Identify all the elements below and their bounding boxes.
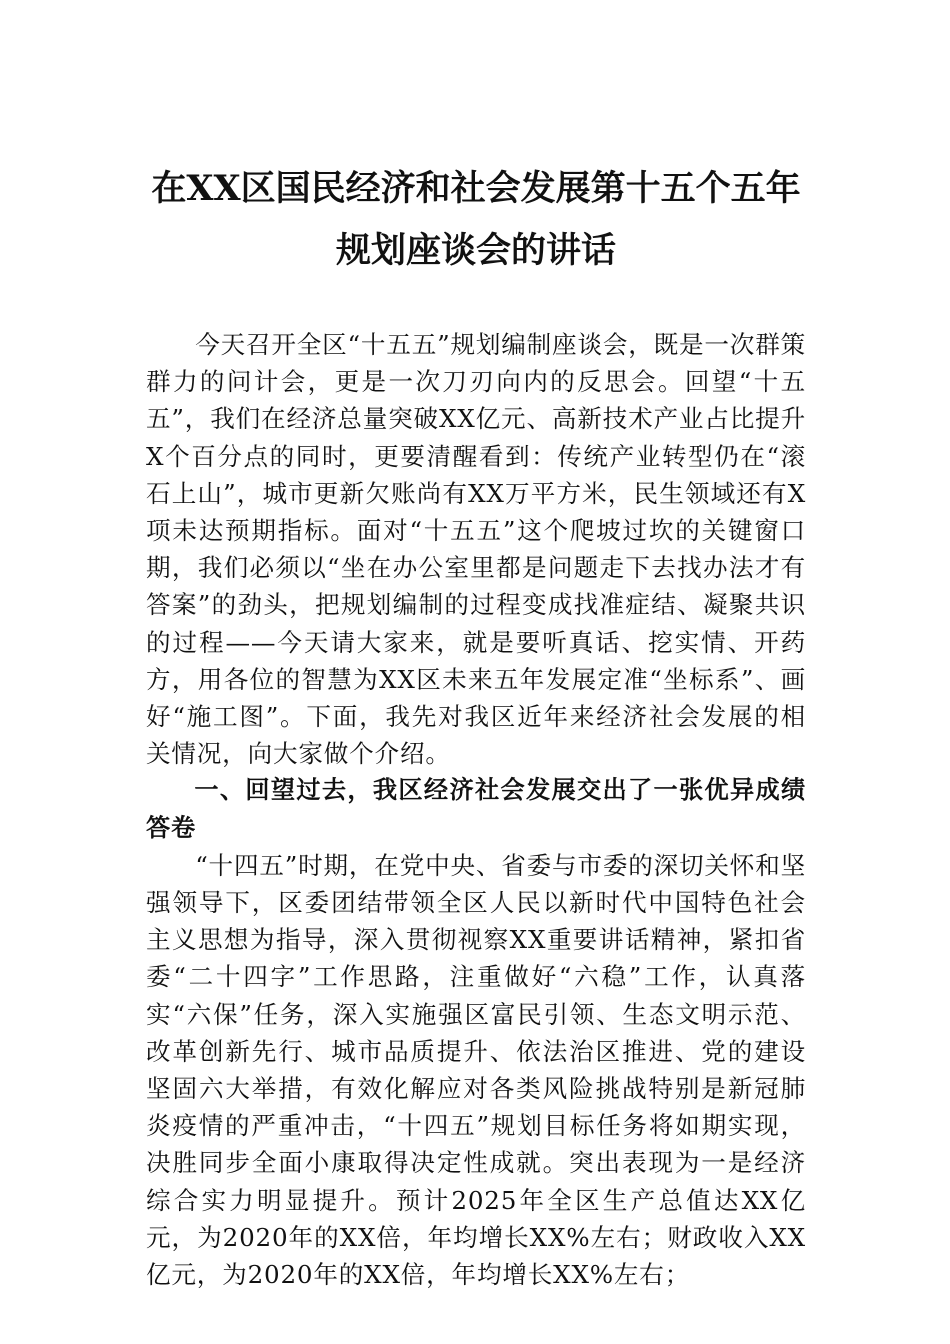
intro-paragraph: 今天召开全区“十五五”规划编制座谈会，既是一次群策群力的问计会，更是一次刀刃向内的反思会。回望“十五五”，我们在经济总量突破XX亿元、高新技术产业占比提升X个百分点的同时，更要清醒看到：传统产业转型仍在“滚石上山”，城市更新欠账尚有XX万平方米，民生领域还有X项未达预期指标。面对“十五五”这个爬坡过坎的关键窗口期，我们必须以“坐在办公室里都是问题走下去找办法才有答案”的劲头，把规划编制的过程变成找准症结、凝聚共识的过程——今天请大家来，就是要听真话、挖实情、开药方，用各位的智慧为XX区未来五年发展定准“坐标系”、画好“施工图”。下面，我先对我区近年来经济社会发展的相关情况，向大家做个介绍。 — [146, 330, 806, 769]
document-body — [146, 326, 806, 1293]
document-title: 在XX区国民经济和社会发展第十五个五年规划座谈会的讲话 — [151, 168, 801, 271]
section-1-heading: 一、回望过去，我区经济社会发展交出了一张优异成绩答卷 — [146, 776, 806, 842]
section-1-paragraph: “十四五”时期，在党中央、省委与市委的深切关怀和坚强领导下，区委团结带领全区人民以新时代中国特色社会主义思想为指导，深入贯彻视察XX重要讲话精神，紧扣省委“二十四字”工作思路，注重做好“六稳”工作，认真落实“六保”任务，深入实施强区富民引领、生态文明示范、改革创新先行、城市品质提升、依法治区推进、党的建设坚固六大举措，有效化解应对各类风险挑战特别是新冠肺炎疫情的严重冲击，“十四五”规划目标任务将如期实现，决胜同步全面小康取得决定性成就。突出表现为一是经济综合实力明显提升。预计2025年全区生产总值达XX亿元，为2020年的XX倍，年均增长XX%左右；财政收入XX亿元，为2020年的XX倍，年均增长XX%左右； — [146, 850, 806, 1290]
